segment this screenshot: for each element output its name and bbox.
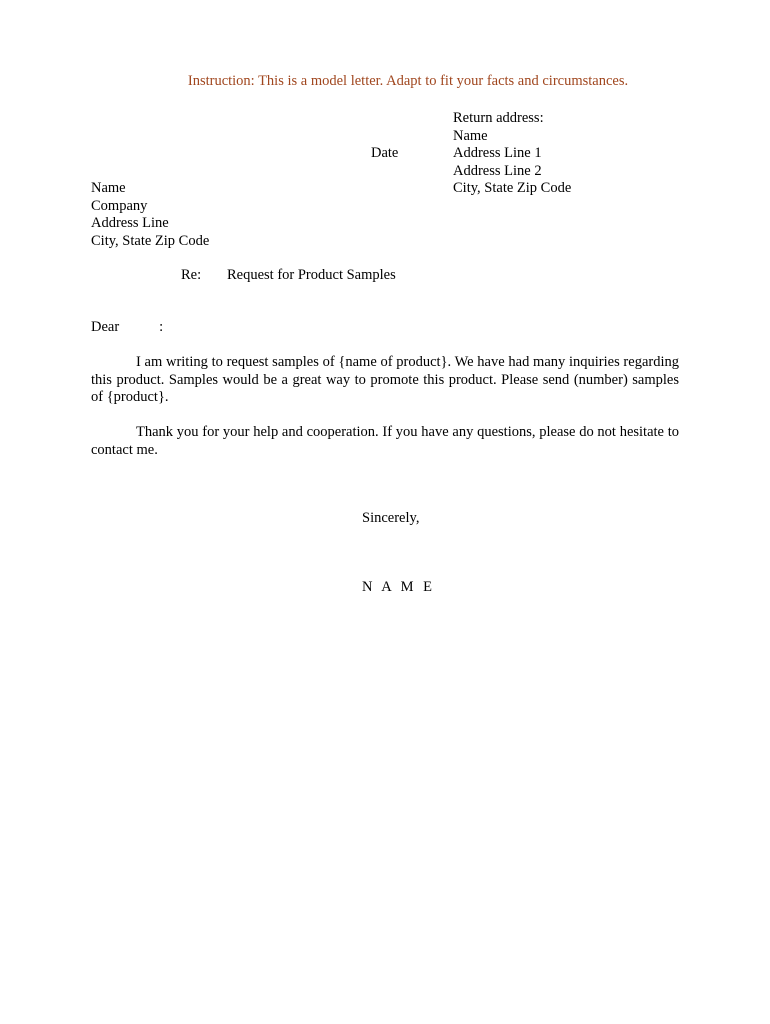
recipient-line: City, State Zip Code xyxy=(91,232,210,249)
signature-name: N A M E xyxy=(362,579,435,595)
recipient-line: Address Line xyxy=(91,215,169,231)
return-address-line: Address Line 2 xyxy=(453,162,542,179)
salutation-colon: : xyxy=(159,319,164,335)
letter-date: Date xyxy=(371,145,399,161)
body-paragraph: Thank you for your help and cooperation. If you have any questions, please do not hesitate to contact me. xyxy=(91,424,679,458)
re-label: Re: xyxy=(181,267,202,283)
return-address-line: Address Line 1 xyxy=(453,145,542,161)
return-address-block xyxy=(453,110,571,198)
return-address-label: Return address: xyxy=(453,110,544,126)
return-address-line: City, State Zip Code xyxy=(453,180,572,196)
recipient-line: Company xyxy=(91,197,148,214)
return-address-line: Name xyxy=(453,127,488,144)
recipient-address-block xyxy=(91,180,209,250)
recipient-line: Name xyxy=(91,180,126,196)
instruction-note: Instruction: This is a model letter. Adapt to fit your facts and circumstances. xyxy=(187,73,629,89)
closing: Sincerely, xyxy=(362,510,420,526)
re-subject: Request for Product Samples xyxy=(227,267,396,283)
salutation-word: Dear xyxy=(91,319,120,335)
body-paragraph: I am writing to request samples of {name of product}. We have had many inquiries regarding this product. Samples would be a great way to promote this product. Please send (number) samples of {product}. xyxy=(91,354,679,405)
salutation xyxy=(91,319,163,337)
